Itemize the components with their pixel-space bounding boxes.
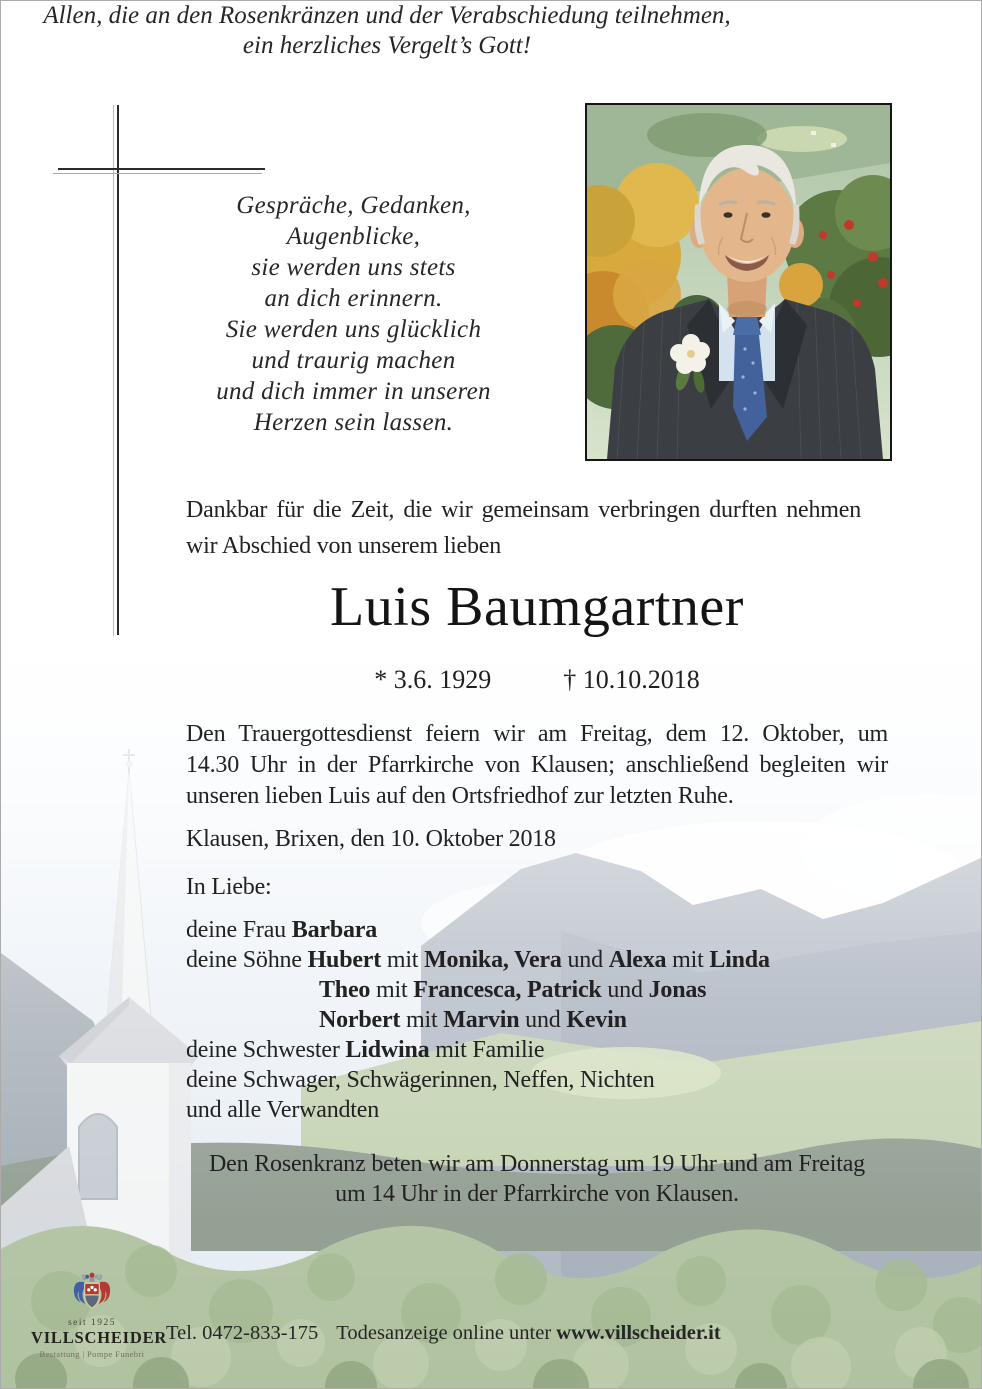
online-notice-label: Todesanzeige online unter [336, 1322, 552, 1344]
poem-line: Herzen sein lassen. [253, 409, 454, 436]
poem-line: Gespräche, Gedanken, [236, 192, 471, 219]
deceased-name: Luis Baumgartner [330, 576, 744, 638]
family-segment: Francesca, Patrick [413, 977, 602, 1003]
portrait-photo [585, 103, 892, 461]
family-segment: Monika, Vera [424, 947, 562, 973]
family-segment: und [601, 977, 649, 1003]
closing-line: ein herzliches Vergelt’s Gott! [242, 32, 532, 59]
family-segment: Lidwina [345, 1037, 430, 1063]
family-segment: Linda [709, 947, 770, 973]
family-segment: deine Schwester [186, 1037, 346, 1063]
poem-line: Augenblicke, [286, 223, 421, 250]
family-segment: Theo [319, 977, 371, 1003]
family-line [186, 1095, 916, 1125]
family-segment: mit [666, 947, 710, 973]
funeral-home-logo [31, 1271, 168, 1359]
service-line: 14.30 Uhr in der Pfarrkirche von Klausen; anschließend begleiten wir [186, 752, 888, 778]
cross-horizontal-line [58, 168, 265, 170]
family-segment: Marvin [443, 1007, 520, 1033]
family-segment: Kevin [566, 1007, 627, 1033]
funeral-service-info [186, 719, 888, 812]
villscheider-crest-icon [67, 1271, 117, 1317]
intro-line: wir Abschied von unserem lieben [186, 533, 502, 559]
family-segment: Hubert [307, 947, 382, 973]
poem-line: und traurig machen [251, 347, 456, 374]
website-url: www.villscheider.it [556, 1322, 721, 1344]
place-and-date: Klausen, Brixen, den 10. Oktober 2018 [186, 826, 556, 852]
family-segment: Alexa [608, 947, 667, 973]
family-line [186, 1065, 916, 1095]
service-line: unseren lieben Luis auf den Ortsfriedhof zur letzten Ruhe. [186, 783, 734, 809]
family-segment: mit Familie [429, 1037, 545, 1063]
poem-line: an dich erinnern. [264, 285, 443, 312]
family-segment: mit [370, 977, 414, 1003]
rosary-line: Den Rosenkranz beten wir am Donnerstag um 19 Uhr und am Freitag [209, 1151, 865, 1177]
memorial-poem [96, 190, 611, 438]
life-dates [186, 665, 888, 695]
death-date: † 10.10.2018 [563, 665, 700, 694]
family-line [186, 915, 916, 945]
family-segment: mit [400, 1007, 444, 1033]
poem-line: sie werden uns stets [251, 254, 456, 281]
closing-line: Allen, die an den Rosenkränzen und der Verabschiedung teilnehmen, [43, 2, 731, 29]
family-segment: mit [381, 947, 425, 973]
closing-thanks [1, 1, 773, 61]
poem-line: Sie werden uns glücklich [225, 316, 482, 343]
family-line [186, 975, 916, 1005]
service-line: Den Trauergottesdienst feiern wir am Freitag, dem 12. Oktober, um [186, 721, 888, 747]
rosary-info [186, 1149, 888, 1209]
family-segment: und [519, 1007, 567, 1033]
family-segment: deine Frau [186, 917, 292, 943]
family-line [186, 1005, 916, 1035]
family-segment: und [561, 947, 609, 973]
logo-subtitle: Bestattung | Pompe Funebri [39, 1349, 145, 1359]
intro-line: Dankbar für die Zeit, die wir gemeinsam verbringen durften nehmen [186, 497, 861, 523]
family-line [186, 945, 916, 975]
logo-brand-name: VILLSCHEIDER [31, 1328, 168, 1347]
family-segment: deine Söhne [186, 947, 308, 973]
cross-horizontal-shadow-line [53, 173, 262, 174]
family-segment: Barbara [291, 917, 378, 943]
family-segment: Jonas [648, 977, 707, 1003]
birth-date: * 3.6. 1929 [374, 665, 492, 694]
family-line [186, 1035, 916, 1065]
family-segment: und alle Verwandten [186, 1097, 380, 1123]
contact-line [166, 1322, 721, 1345]
in-love-label: In Liebe: [186, 874, 272, 900]
family-segment: deine Schwager, Schwägerinnen, Neffen, Nichten [186, 1067, 655, 1093]
logo-since-label: seit 1925 [67, 1318, 117, 1328]
phone-number: Tel. 0472-833-175 [166, 1322, 319, 1344]
mourning-family-list [186, 915, 916, 1125]
family-segment: Norbert [319, 1007, 401, 1033]
rosary-line: um 14 Uhr in der Pfarrkirche von Klausen. [335, 1181, 739, 1207]
farewell-intro [186, 492, 861, 564]
poem-line: und dich immer in unseren [216, 378, 491, 405]
